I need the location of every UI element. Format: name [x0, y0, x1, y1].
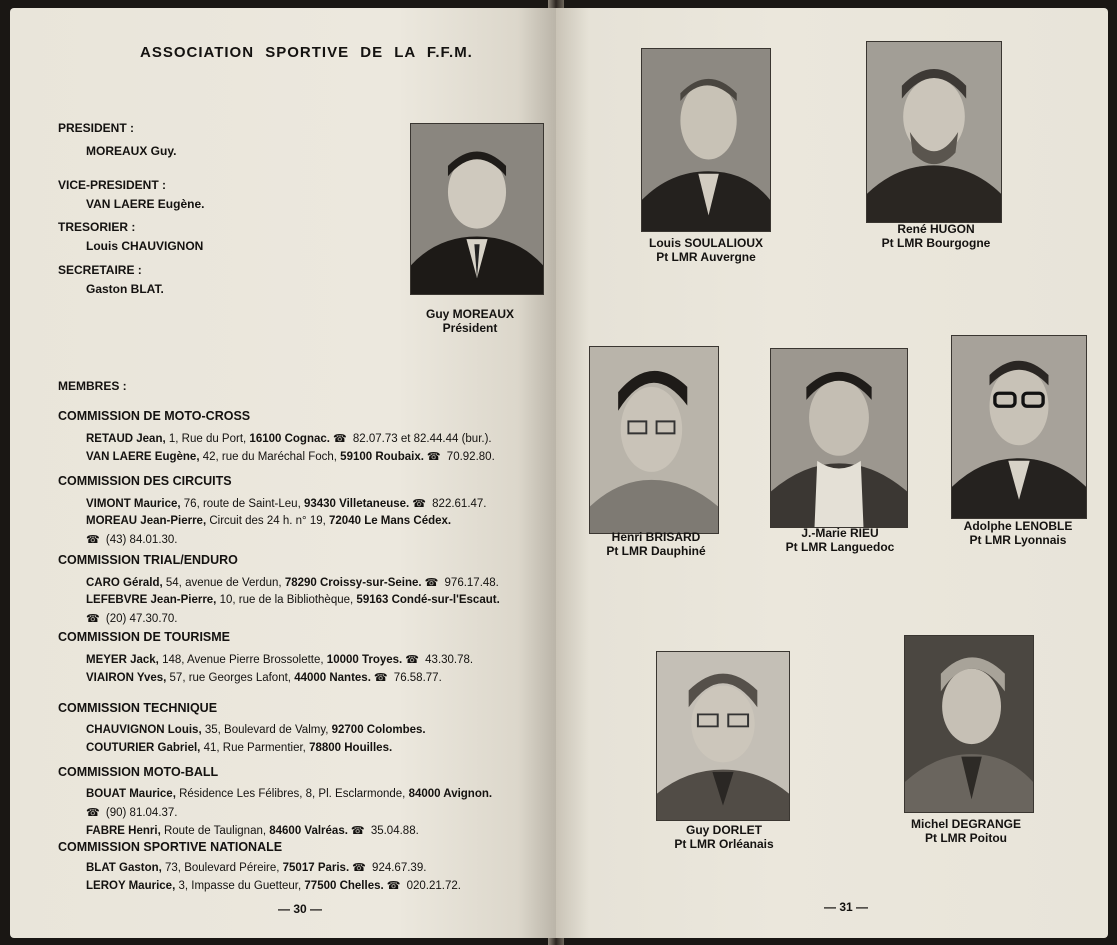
telephone-icon: ☎	[332, 433, 347, 445]
member-address: 57, rue Georges Lafont,	[166, 672, 295, 684]
telephone-icon: ☎	[412, 498, 426, 510]
telephone-icon: ☎	[86, 613, 100, 625]
member-phone: (90) 81.04.37.	[102, 807, 178, 819]
member-city: 92700 Colombes.	[331, 724, 426, 736]
member-name: CHAUVIGNON Louis,	[86, 724, 202, 736]
member-name: FABRE Henri,	[86, 825, 161, 837]
president-photo	[410, 123, 544, 295]
members-label: MEMBRES :	[58, 379, 127, 393]
member-address: 41, Rue Parmentier,	[200, 742, 310, 754]
member-name: VIMONT Maurice,	[86, 498, 181, 510]
member-phone: 82.07.73 et 82.44.44 (bur.).	[349, 433, 492, 445]
member-city: 59163 Condé-sur-l'Escaut.	[356, 594, 500, 606]
portrait-caption	[644, 823, 804, 851]
list-item	[86, 497, 487, 510]
list-item	[86, 671, 442, 684]
vice-president-label: VICE-PRESIDENT :	[58, 178, 167, 192]
portrait-name: Michel DEGRANGE	[910, 817, 1021, 831]
portrait-caption	[856, 222, 1016, 250]
portrait-caption	[760, 526, 920, 554]
list-item-continued	[86, 612, 178, 625]
page-number: — 30 —	[278, 902, 323, 916]
commission-technique-title: COMMISSION TECHNIQUE	[58, 701, 218, 715]
commission-trial-enduro-title: COMMISSION TRIAL/ENDURO	[58, 553, 238, 567]
portrait-photo	[904, 635, 1034, 813]
portrait-photo	[641, 48, 771, 232]
president-name: MOREAUX Guy.	[86, 144, 177, 158]
right-page	[556, 8, 1108, 938]
telephone-icon: ☎	[352, 862, 366, 874]
member-address: 54, avenue de Verdun,	[162, 577, 285, 589]
portrait-name: René HUGON	[897, 222, 975, 236]
telephone-icon: ☎	[86, 807, 100, 819]
telephone-icon: ☎	[373, 672, 388, 684]
member-address: Circuit des 24 h. n° 19,	[206, 515, 330, 527]
list-item	[86, 861, 426, 874]
left-page	[10, 8, 562, 938]
member-city: 75017 Paris.	[282, 862, 350, 874]
member-name: VIAIRON Yves,	[86, 672, 167, 684]
member-phone: 76.58.77.	[390, 672, 442, 684]
member-phone: (43) 84.01.30.	[102, 534, 178, 546]
commission-moto-cross-title: COMMISSION DE MOTO-CROSS	[58, 409, 251, 423]
commission-tourisme-title: COMMISSION DE TOURISME	[58, 630, 231, 644]
member-city: 78290 Croissy-sur-Seine.	[284, 577, 422, 589]
telephone-icon: ☎	[426, 451, 441, 463]
member-name: RETAUD Jean,	[86, 433, 166, 445]
list-item	[86, 653, 473, 666]
member-name: COUTURIER Gabriel,	[86, 742, 201, 754]
member-city: 59100 Roubaix.	[340, 451, 424, 463]
member-name: BLAT Gaston,	[86, 862, 162, 874]
list-item-continued	[86, 806, 178, 819]
member-name: LEFEBVRE Jean-Pierre,	[86, 594, 217, 606]
member-city: 78800 Houilles.	[309, 742, 393, 754]
telephone-icon: ☎	[424, 577, 439, 589]
list-item	[86, 879, 461, 892]
portrait-photo	[866, 41, 1002, 223]
portrait-role: Pt LMR Dauphiné	[606, 544, 706, 558]
portrait-name: J.-Marie RIEU	[801, 526, 879, 540]
president-photo-name: Guy MOREAUX	[425, 307, 514, 321]
portrait-role: Pt LMR Languedoc	[785, 540, 895, 554]
portrait-photo	[951, 335, 1087, 519]
portrait-caption	[938, 519, 1098, 547]
member-city: 10000 Troyes.	[326, 654, 403, 666]
member-city: 84600 Valréas.	[269, 825, 348, 837]
member-city: 93430 Villetaneuse.	[303, 498, 410, 510]
list-item	[86, 515, 451, 527]
list-item-continued	[86, 533, 178, 546]
vice-president-name: VAN LAERE Eugène.	[86, 197, 205, 211]
commission-circuits-title: COMMISSION DES CIRCUITS	[58, 474, 232, 488]
commission-moto-ball-title: COMMISSION MOTO-BALL	[58, 765, 219, 779]
member-name: MOREAU Jean-Pierre,	[86, 515, 207, 527]
portrait-name: Adolphe LENOBLE	[963, 519, 1073, 533]
list-item	[86, 724, 426, 736]
list-item	[86, 450, 495, 463]
member-phone: 822.61.47.	[428, 498, 487, 510]
list-item	[86, 824, 419, 837]
portrait-caption	[626, 236, 786, 264]
commission-sportive-nationale-title: COMMISSION SPORTIVE NATIONALE	[58, 840, 283, 854]
member-phone: 35.04.88.	[367, 825, 419, 837]
secretary-name: Gaston BLAT.	[86, 282, 164, 296]
member-phone: 976.17.48.	[441, 577, 499, 589]
telephone-icon: ☎	[386, 880, 401, 892]
member-city: 44000 Nantes.	[294, 672, 371, 684]
portrait-role: Pt LMR Poitou	[925, 831, 1007, 845]
member-address: Résidence Les Félibres, 8, Pl. Esclarmonde,	[175, 788, 409, 800]
member-address: Route de Taulignan,	[160, 825, 270, 837]
portrait-caption	[576, 530, 736, 558]
treasurer-label: TRESORIER :	[58, 220, 136, 234]
list-item	[86, 594, 500, 606]
member-city: 16100 Cognac.	[249, 433, 330, 445]
portrait-role: Pt LMR Auvergne	[656, 250, 756, 264]
portrait-name: Guy DORLET	[685, 823, 762, 837]
member-phone: (20) 47.30.70.	[102, 613, 178, 625]
member-address: 35, Boulevard de Valmy,	[201, 724, 332, 736]
list-item	[86, 742, 392, 754]
portrait-role: Pt LMR Bourgogne	[881, 236, 991, 250]
member-address: 3, Impasse du Guetteur,	[175, 880, 305, 892]
member-phone: 43.30.78.	[421, 654, 474, 666]
list-item	[86, 788, 492, 800]
president-photo-caption	[410, 307, 530, 335]
member-city: 77500 Chelles.	[304, 880, 384, 892]
telephone-icon: ☎	[86, 534, 100, 546]
portrait-photo	[589, 346, 719, 534]
member-phone: 70.92.80.	[443, 451, 495, 463]
member-city: 84000 Avignon.	[408, 788, 493, 800]
secretary-label: SECRETAIRE :	[58, 263, 142, 277]
member-name: VAN LAERE Eugène,	[86, 451, 200, 463]
telephone-icon: ☎	[405, 654, 419, 666]
member-name: CARO Gérald,	[86, 577, 163, 589]
president-label: PRESIDENT :	[58, 121, 135, 135]
telephone-icon: ☎	[350, 825, 365, 837]
member-address: 42, rue du Maréchal Foch,	[199, 451, 341, 463]
portrait-caption	[886, 817, 1046, 845]
member-city: 72040 Le Mans Cédex.	[329, 515, 452, 527]
list-item	[86, 576, 499, 589]
portrait-role: Pt LMR Lyonnais	[969, 533, 1067, 547]
portrait-name: Louis SOULALIOUX	[649, 236, 763, 250]
page-title: ASSOCIATION SPORTIVE DE LA F.F.M.	[140, 44, 473, 61]
portrait-name: Henri BRISARD	[611, 530, 701, 544]
portrait-role: Pt LMR Orléanais	[674, 837, 774, 851]
member-name: LEROY Maurice,	[86, 880, 176, 892]
member-address: 73, Boulevard Péreire,	[161, 862, 283, 874]
treasurer-name: Louis CHAUVIGNON	[86, 239, 204, 253]
member-name: MEYER Jack,	[86, 654, 159, 666]
member-address: 76, route de Saint-Leu,	[180, 498, 304, 510]
member-address: 10, rue de la Bibliothèque,	[216, 594, 357, 606]
member-address: 1, Rue du Port,	[165, 433, 250, 445]
list-item	[86, 432, 492, 445]
president-photo-role: Président	[442, 321, 498, 335]
portrait-photo	[770, 348, 908, 528]
page-number: — 31 —	[824, 900, 869, 914]
member-address: 148, Avenue Pierre Brossolette,	[158, 654, 327, 666]
member-name: BOUAT Maurice,	[86, 788, 176, 800]
portrait-photo	[656, 651, 790, 821]
member-phone: 924.67.39.	[368, 862, 427, 874]
member-phone: 020.21.72.	[403, 880, 461, 892]
